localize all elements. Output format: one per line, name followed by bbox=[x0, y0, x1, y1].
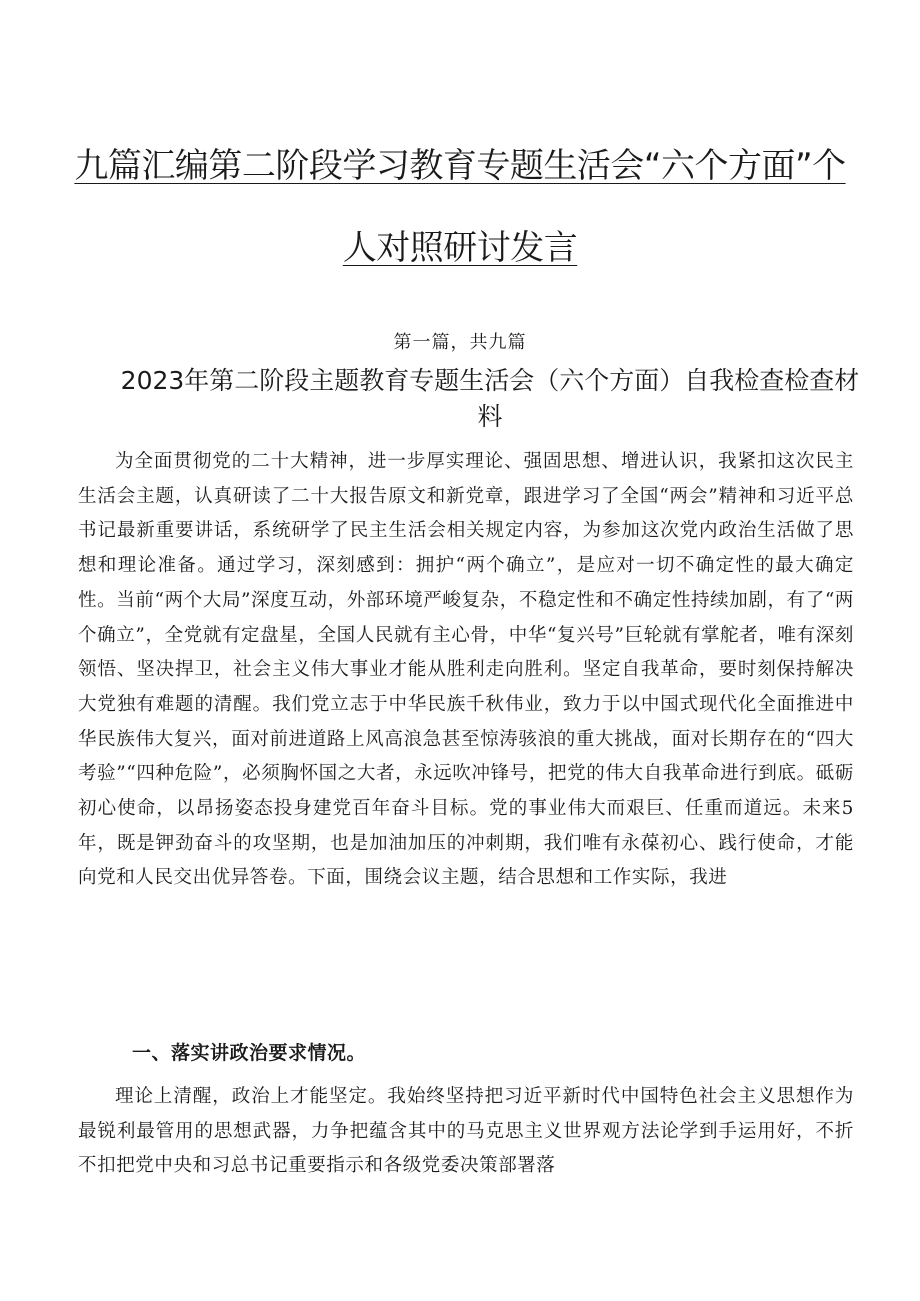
document-title-line-2: 人对照研讨发言 bbox=[342, 228, 578, 268]
section-subtitle: 2023年第二阶段主题教育专题生活会（六个方面）自我检查检查材料 bbox=[120, 366, 860, 431]
body-paragraph-1: 为全面贯彻党的二十大精神，进一步厚实理论、强固思想、增进认识，我紧扣这次民主生活会主题，认真研读了二十大报告原文和新党章，跟进学习了全国“两会”精神和习近平总书记最新重要讲话，系统研学了民主生活会相关规定内容，为参加这次党内政治生活做了思想和理论准备。通过学习，深刻感到：拥护“两个确立”，是应对一切不确定性的最大确定性。当前“两个大局”深度互动，外部环境严峻复杂，不稳定性和不确定性持续加剧，有了“两个确立”，全党就有定盘星，全国人民就有主心骨，中华“复兴号”巨轮就有掌舵者，唯有深刻领悟、坚决捍卫，社会主义伟大事业才能从胜利走向胜利。坚定自我革命，要时刻保持解决大党独有难题的清醒。我们党立志于中华民族千秋伟业，致力于以中国式现代化全面推进中华民族伟大复兴，面对前进道路上风高浪急甚至惊涛骇浪的重大挑战，面对长期存在的“四大考验”“四种危险”，必须胸怀国之大者，永远吹冲锋号，把党的伟大自我革命进行到底。砥砺初心使命，以昂扬姿态投身建党百年奋斗目标。党的事业伟大而艰巨、任重而道远。未来5年，既是钾劲奋斗的攻坚期，也是加油加压的冲刺期，我们唯有永葆初心、践行使命，才能向党和人民交出优异答卷。下面，围绕会议主题，结合思想和工作实际，我进 bbox=[78, 451, 854, 889]
section-label: 第一篇，共九篇 bbox=[393, 332, 527, 353]
body-paragraph-2: 理论上清醒，政治上才能坚定。我始终坚持把习近平新时代中国特色社会主义思想作为最锐利最管用的思想武器，力争把蕴含其中的马克思主义世界观方法论学到手运用好，不折不扣把党中央和习总书记重要指示和各级党委决策部署落 bbox=[78, 1086, 854, 1177]
section-heading-1: 一、落实讲政治要求情况。 bbox=[132, 1042, 367, 1064]
document-title-line-1: 九篇汇编第二阶段学习教育专题生活会“六个方面”个 bbox=[74, 146, 846, 186]
